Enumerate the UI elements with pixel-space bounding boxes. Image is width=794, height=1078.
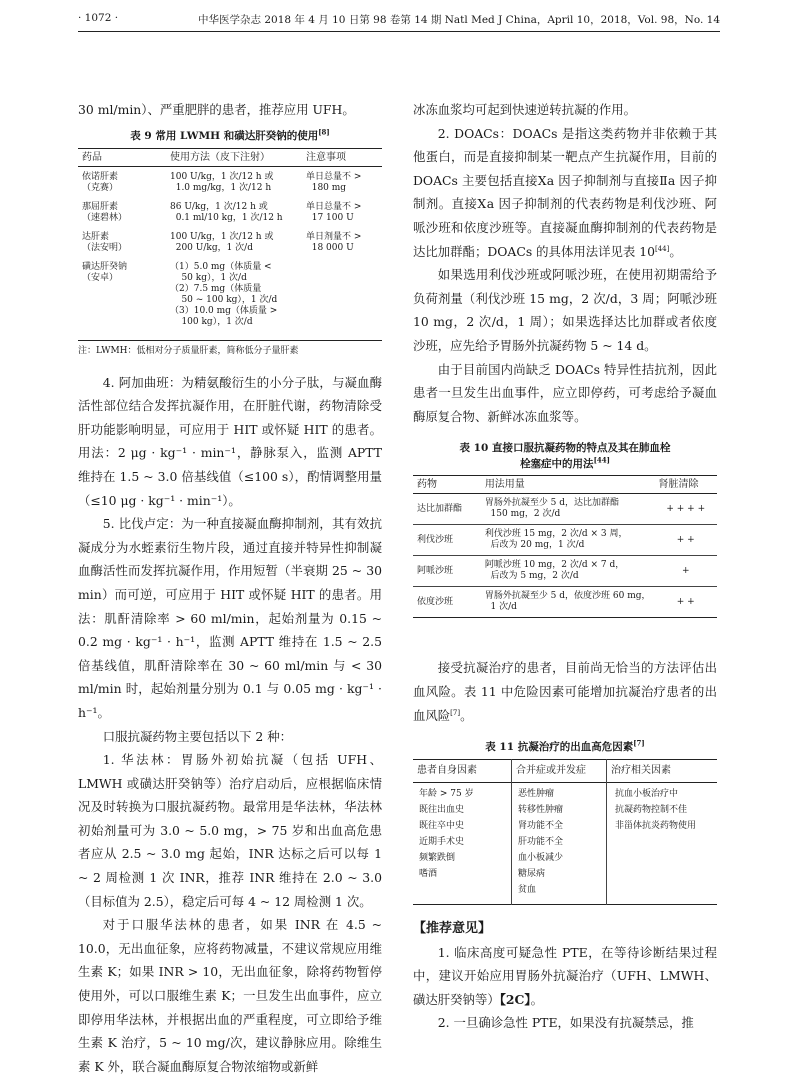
paragraph-oral-anticoagulants: 口服抗凝药物主要包括以下 2 种： <box>102 728 293 744</box>
table-row: 利伐沙班 利伐沙班 15 mg，2 次/d × 3 周， 后改为 20 mg，1 次/d + + <box>413 525 717 556</box>
table-row: 依度沙班 胃肠外抗凝至少 5 d，依度沙班 60 mg， 1 次/d + + <box>413 587 717 618</box>
left-column <box>78 98 382 1078</box>
paragraph-inr: 对于口服华法林的患者，如果 INR 在 4.5 ~ 10.0，无出血征象，应将药物减量，不建议常规应用维生素 K；如果 INR > 10，无出血征象，除将药物暂停使用外，可以口服维生素 K；一旦发生出血事件，应立即停用华法林，并根据出血的严重程度，可立即给予维生素 K 治疗，5 ~ 10 mg/次，建议静脉应用。除维生素 K 外，联合凝血酶原复合物浓缩物或新鲜 <box>78 917 382 1074</box>
page-number: · 1072 · <box>78 12 119 24</box>
table-9 <box>78 128 382 357</box>
table-row: 那屈肝素 （速碧林） 86 U/kg，1 次/12 h 或 0.1 ml/10 kg，1 次/12 h 单日总量不 > 17 100 U <box>82 201 362 223</box>
paragraph-bleeding-risk: 接受抗凝治疗的患者，目前尚无恰当的方法评估出血风险。表 11 中危险因素可能增加抗凝治疗患者的出血风险[7]。 <box>413 660 717 723</box>
paragraph-doac: 2. DOACs：DOACs 是指这类药物并非依赖于其他蛋白，而是直接抑制某一靶点产生抗凝作用，目前的 DOACs 主要包括直接Ⅹa 因子抑制剂与直接Ⅱa 因子抑制剂。直接Ⅹa 因子抑制剂的代表药物是利伐沙班、阿哌沙班和依度沙班等。直接凝血酶抑制剂的代表药物是达比加群酯；DOACs 的具体用法详见表 10[44]。 <box>413 125 717 259</box>
table-9-header-drug: 药品 <box>82 151 102 163</box>
table-11-header-patient: 患者自身因素 <box>417 765 477 777</box>
recommendation-2: 2. 一旦确诊急性 PTE，如果没有抗凝禁忌，推 <box>437 1015 694 1031</box>
table-row: 年龄 > 75 岁 既往出血史 既往卒中史 近期手术史 频繁跌倒 嗜酒 恶性肿瘤 转移性肿瘤 肾功能不全 肝功能不全 血小板减少 糖尿病 贫血 抗血小板治疗中 抗凝药物控制不佳 非甾体抗炎药物使用 <box>413 783 717 905</box>
table-row: 达肝素 （法安明） 100 U/kg，1 次/12 h 或 200 U/kg，1 次/d 单日剂量不 > 18 000 U <box>82 231 362 253</box>
table-11-header-treatment: 治疗相关因素 <box>607 760 718 783</box>
paragraph-intro: 30 ml/min）、严重肥胖的患者，推荐应用 UFH。 <box>78 102 355 117</box>
table-11 <box>413 739 717 905</box>
paragraph-argatroban: 4. 阿加曲班：为精氨酸衍生的小分子肽，与凝血酶活性部位结合发挥抗凝作用，在肝脏代谢，药物清除受肝功能影响明显，可应用于 HIT 或怀疑 HIT 的患者。用法：2 μg · kg⁻¹ · min⁻¹，静脉泵入，监测 APTT 维持在 1.5 ~ 3.0 倍基线值（≤100 s），酌情调整用量（≤10 μg · kg⁻¹ · min⁻¹）。 <box>78 374 382 508</box>
running-head: 中华医学杂志 2018 年 4 月 10 日第 98 卷第 14 期 Natl Med J China，April 10，2018，Vol. 98，No. 14 <box>198 14 720 26</box>
table-row: 达比加群酯 胃肠外抗凝至少 5 d，达比加群酯 150 mg，2 次/d + + + + <box>417 498 706 520</box>
table-10-header-usage: 用法用量 <box>484 479 525 491</box>
paragraph-warfarin: 1. 华法林：胃肠外初始抗凝（包括 UFH、LMWH 或磺达肝癸钠等）治疗启动后，应根据临床情况及时转换为口服抗凝药物。最常用是华法林，华法林初始剂量可为 3.0 ~ 5.0 mg，> 75 岁和出血高危患者应从 2.5 ~ 3.0 mg 起始，INR 达标之后可以每 1 ~ 2 周检测 1 次 INR，推荐 INR 维持在 2.0 ~ 3.0（目标值为 2.5），稳定后可每 4 ~ 12 周检测 1 次。 <box>78 752 382 909</box>
right-column <box>413 98 717 1035</box>
table-row: 磺达肝癸钠 （安卓） （1）5.0 mg（体质量 < 50 kg），1 次/d （2）7.5 mg（体质量 50 ~ 100 kg），1 次/d （3）10.0 mg（体质量 > 100 kg），1 次/d <box>82 261 278 327</box>
table-9-note: 注：LWMH：低相对分子质量肝素，简称低分子量肝素 <box>78 345 299 356</box>
recommendation-title: 【推荐意见】 <box>413 921 492 937</box>
table-row: 阿哌沙班 阿哌沙班 10 mg，2 次/d × 7 d， 后改为 5 mg，2 次/d + <box>413 556 717 587</box>
table-9-header-usage: 使用方法（皮下注射） <box>170 151 270 163</box>
table-row: 依诺肝素 （克赛） 100 U/kg，1 次/12 h 或 1.0 mg/kg，1 次/12 h 单日总量不 > 180 mg <box>82 171 362 193</box>
table-11-caption: 表 11 抗凝治疗的出血高危因素[7] <box>485 738 645 754</box>
table-10-header-renal: 肾脏清除 <box>658 479 699 491</box>
table-9-header-note: 注意事项 <box>306 151 346 163</box>
paragraph-loading-dose: 如果选用利伐沙班或阿哌沙班，在使用初期需给予负荷剂量（利伐沙班 15 mg，2 次/d，3 周；阿哌沙班 10 mg，2 次/d，1 周）；如果选择达比加群或者依度沙班，应先给予胃肠外抗凝药物 5 ~ 14 d。 <box>413 267 717 353</box>
table-10-caption: 表 10 直接口服抗凝药物的特点及其在肺血栓 栓塞症中的用法[44] <box>459 442 671 471</box>
table-9-caption: 表 9 常用 LWMH 和磺达肝癸钠的使用[8] <box>130 127 330 142</box>
table-10-header-drug: 药物 <box>417 479 437 491</box>
paragraph-continued: 冰冻血浆均可起到快速逆转抗凝的作用。 <box>413 102 637 117</box>
paragraph-antidote: 由于目前国内尚缺乏 DOACs 特异性拮抗剂，因此患者一旦发生出血事件，应立即停药，可考虑给予凝血酶原复合物、新鲜冰冻血浆等。 <box>413 361 717 424</box>
paragraph-bivalirudin: 5. 比伐卢定：为一种直接凝血酶抑制剂，其有效抗凝成分为水蛭素衍生物片段，通过直接并特异性抑制凝血酶活性而发挥抗凝作用，作用短暂（半衰期 25 ~ 30 min）而可逆，可应用于 HIT 或怀疑 HIT 的患者。用法：肌酐清除率 > 60 ml/min，起始剂量为 0.15 ~ 0.2 mg · kg⁻¹ · h⁻¹，监测 APTT 维持在 1.5 ~ 2.5 倍基线值，肌酐清除率在 30 ~ 60 ml/min 与 < 30 ml/min 时，起始剂量分别为 0.1 与 0.05 mg · kg⁻¹ · h⁻¹。 <box>78 516 382 720</box>
header-rule <box>78 31 720 32</box>
table-10 <box>413 440 717 618</box>
table-11-header-comorbidity: 合并症或并发症 <box>512 760 607 783</box>
recommendation-1: 1. 临床高度可疑急性 PTE，在等待诊断结果过程中，建议开始应用胃肠外抗凝治疗（UFH、LMWH、磺达肝癸钠等）【2C】。 <box>413 944 717 1007</box>
